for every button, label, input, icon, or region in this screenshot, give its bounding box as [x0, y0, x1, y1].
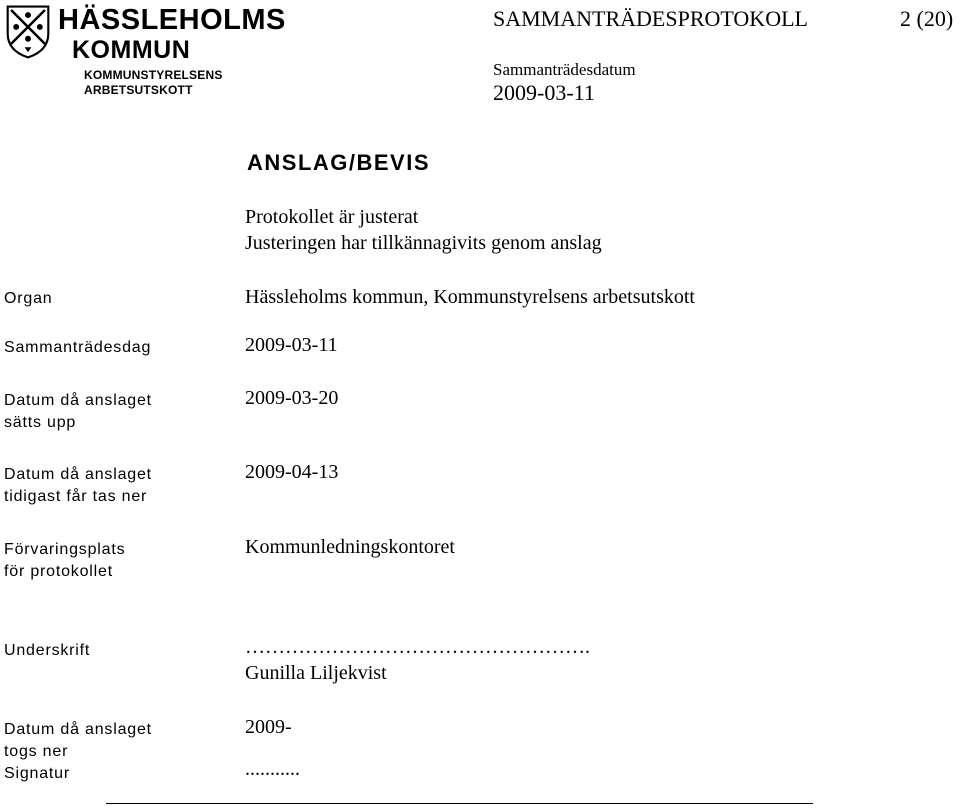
notice-heading: ANSLAG/BEVIS	[247, 150, 431, 175]
board-name: KOMMUNSTYRELSENS	[84, 68, 223, 82]
storage-value: Kommunledningskontoret	[245, 536, 455, 558]
document-title: SAMMANTRÄDESPROTOKOLL	[493, 6, 808, 31]
coat-of-arms-icon	[6, 4, 50, 60]
meeting-date-label: Sammanträdesdatum	[493, 60, 636, 79]
signature-field-label: Signatur	[4, 765, 70, 782]
footer-divider	[106, 803, 813, 804]
signature-line: …………………………………………….	[245, 636, 590, 658]
organ-label: Organ	[4, 290, 53, 307]
notice-line-2: Justeringen har tillkännagivits genom anslag	[245, 232, 602, 254]
meeting-day-label: Sammanträdesdag	[4, 339, 152, 356]
page-number: 2 (20)	[900, 6, 954, 31]
removable-value: 2009-04-13	[245, 461, 339, 483]
notice-line-1: Protokollet är justerat	[245, 206, 419, 228]
removable-label-1: Datum då anslaget	[4, 466, 152, 483]
municipality-name: HÄSSLEHOLMS	[58, 4, 286, 36]
signatory-name: Gunilla Liljekvist	[245, 662, 387, 684]
meeting-date: 2009-03-11	[493, 80, 595, 105]
removable-label-2: tidigast får tas ner	[4, 488, 148, 505]
posted-value: 2009-03-20	[245, 387, 339, 409]
taken-down-label-1: Datum då anslaget	[4, 721, 152, 738]
taken-down-label-2: togs ner	[4, 743, 69, 760]
storage-label-1: Förvaringsplats	[4, 541, 126, 558]
taken-down-value: 2009-	[245, 716, 292, 738]
municipality-suffix: KOMMUN	[72, 36, 191, 64]
posted-label-1: Datum då anslaget	[4, 392, 152, 409]
committee-name: ARBETSUTSKOTT	[84, 83, 193, 97]
organ-value: Hässleholms kommun, Kommunstyrelsens arbetsutskott	[245, 286, 695, 308]
posted-label-2: sätts upp	[4, 414, 77, 431]
storage-label-2: för protokollet	[4, 563, 113, 580]
signature-label: Underskrift	[4, 642, 91, 659]
signature-field-value: ...........	[245, 758, 300, 780]
meeting-day-value: 2009-03-11	[245, 334, 338, 356]
